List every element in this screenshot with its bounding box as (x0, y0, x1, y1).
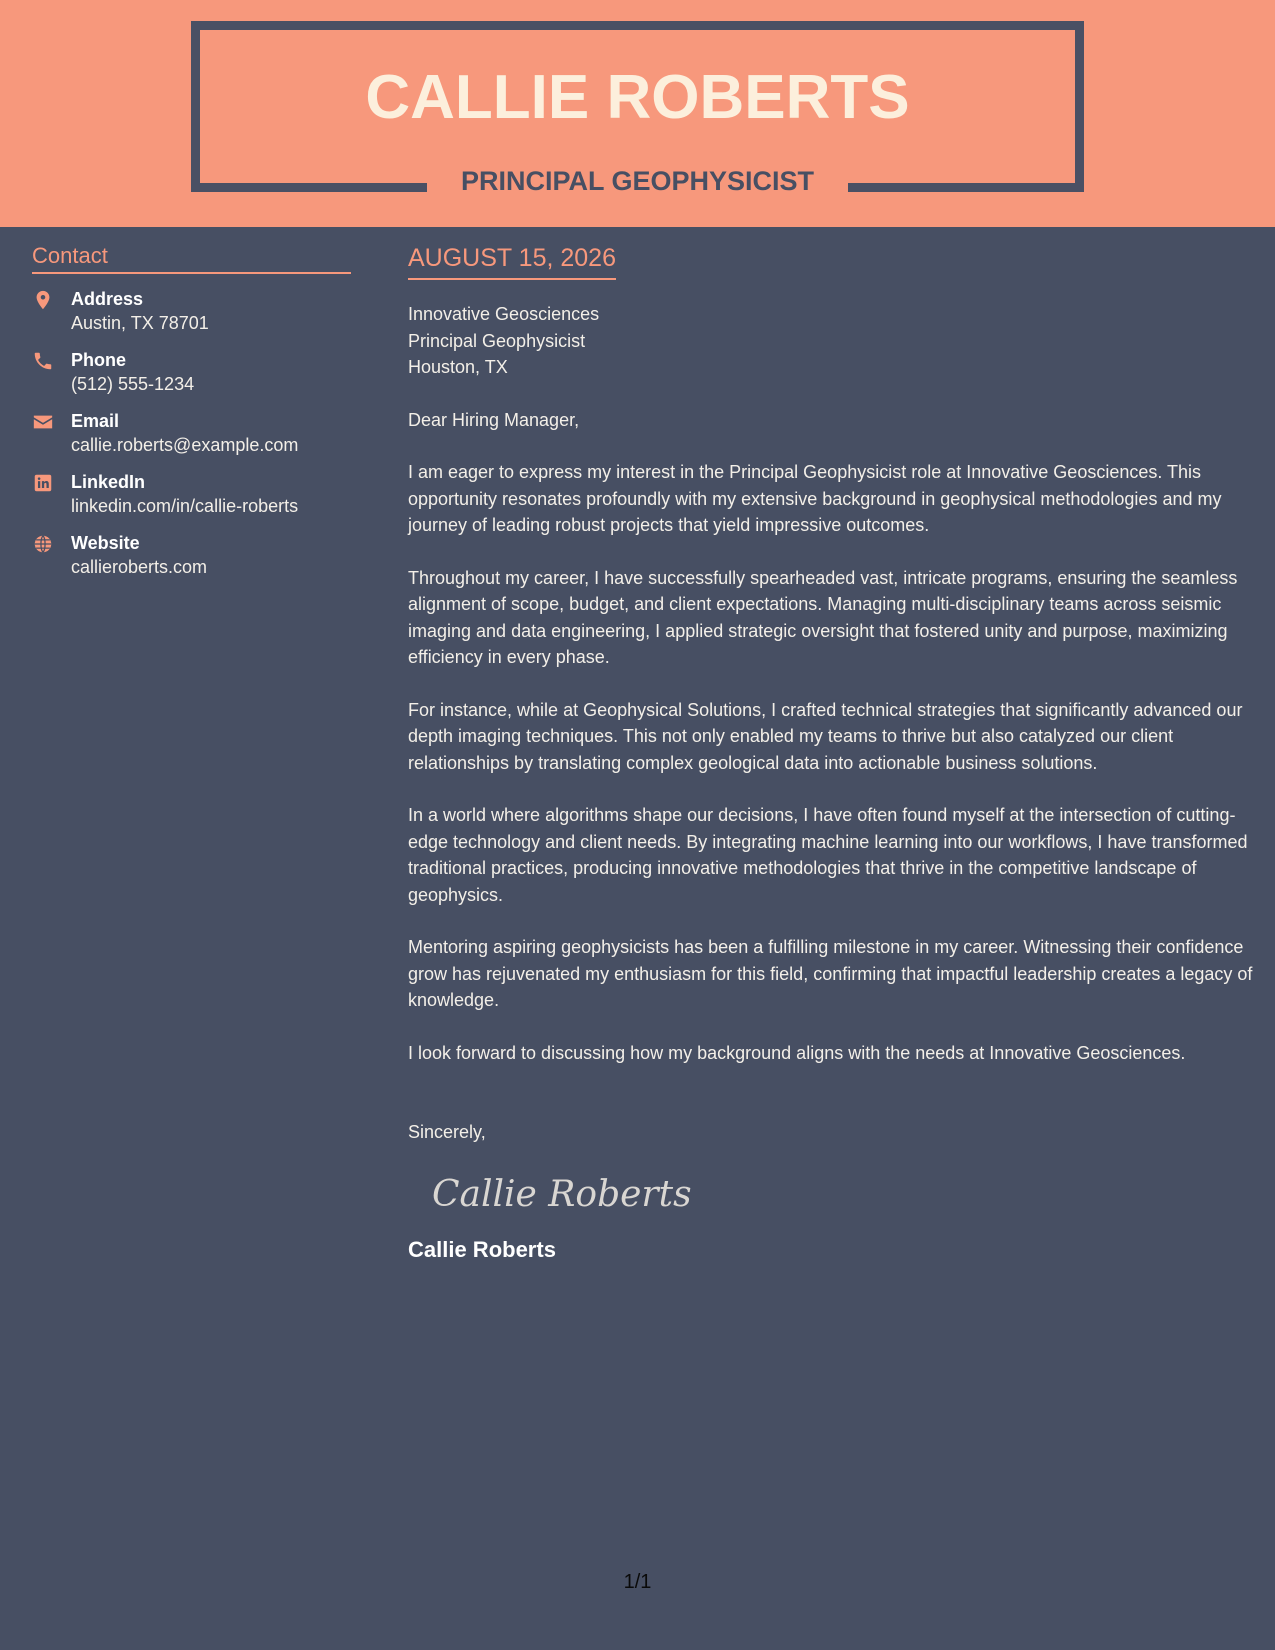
letter-paragraph: I look forward to discussing how my background aligns with the needs at Innovative Geosciences. (408, 1042, 1186, 1063)
signer-name: Callie Roberts (408, 1236, 556, 1262)
letter-paragraph: In a world where algorithms shape our decisions, I have often found myself at the intersection of cutting-edge technology and client needs. By integrating machine learning into our workflows, I have transformed traditional practices, producing innovative methodologies that thrive in the competitive landscape of geophysics. (408, 805, 1248, 905)
contact-item-email (32, 409, 352, 457)
letter-closing: Sincerely, (408, 1122, 486, 1142)
letter-body (408, 244, 1253, 1263)
linkedin-icon (32, 472, 54, 494)
page-number: 1/1 (623, 1571, 652, 1593)
contact-sidebar (32, 243, 352, 579)
recipient-position: Principal Geophysicist (408, 330, 586, 351)
contact-item-address (32, 287, 352, 335)
contact-label: Phone (71, 350, 127, 370)
contact-heading: Contact (32, 243, 351, 274)
letter-paragraph: For instance, while at Geophysical Solutions, I crafted technical strategies that significantly advanced our depth imaging techniques. This not only enabled my teams to thrive but also catalyzed our client relationships by translating complex geological data into actionable business solutions. (408, 699, 1243, 773)
contact-label: Email (71, 411, 120, 431)
contact-value-linkedin[interactable]: linkedin.com/in/callie-roberts (71, 496, 299, 516)
contact-item-website (32, 531, 352, 579)
contact-value-phone: (512) 555-1234 (71, 374, 195, 394)
letter-paragraph: I am eager to express my interest in the Principal Geophysicist role at Innovative Geosciences. This opportunity resonates profoundly with my extensive background in geophysical methodologies and my journey of leading robust projects that yield impressive outcomes. (408, 462, 1222, 535)
header-banner (0, 0, 1275, 227)
applicant-name: CALLIE ROBERTS (365, 63, 910, 132)
phone-icon (32, 350, 54, 372)
contact-value-website[interactable]: callieroberts.com (71, 557, 208, 577)
applicant-title: PRINCIPAL GEOPHYSICIST (460, 166, 815, 196)
letter-date: AUGUST 15, 2026 (408, 244, 616, 280)
letter-greeting: Dear Hiring Manager, (408, 409, 580, 430)
letter-paragraph: Mentoring aspiring geophysicists has been a fulfilling milestone in my career. Witnessing their confidence grow has rejuvenated my enthusiasm for this field, confirming that impactful leadership creates a legacy of knowledge. (408, 937, 1253, 1010)
contact-value-email[interactable]: callie.roberts@example.com (71, 435, 299, 455)
recipient-block (408, 301, 1253, 381)
contact-label: Website (71, 533, 140, 553)
recipient-location: Houston, TX (408, 357, 508, 377)
handwritten-signature: Callie Roberts (432, 1173, 692, 1215)
contact-label: Address (71, 289, 144, 309)
letter-paragraph: Throughout my career, I have successfully spearheaded vast, intricate programs, ensuring the seamless alignment of scope, budget, and client expectations. Managing multi-disciplinary teams across seismic imaging and data engineering, I applied strategic oversight that fostered unity and purpose, maximizing efficiency in every phase. (408, 567, 1238, 667)
contact-label: LinkedIn (71, 472, 146, 492)
contact-value-address: Austin, TX 78701 (71, 313, 209, 333)
contact-item-phone (32, 348, 352, 396)
recipient-company: Innovative Geosciences (408, 304, 600, 324)
map-pin-icon (32, 289, 54, 311)
envelope-icon (32, 411, 54, 433)
contact-item-linkedin (32, 470, 352, 518)
globe-icon (32, 533, 54, 555)
